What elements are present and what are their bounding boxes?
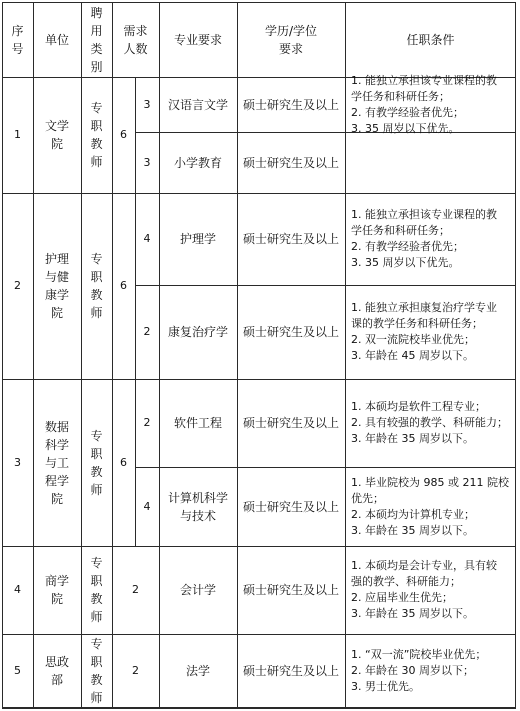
major-text [180, 581, 216, 599]
condition-line: 1. 能独立承担该专业课程的教 [351, 208, 497, 221]
condition-line: 3. 男士优先。 [351, 680, 420, 693]
row-unit-text [45, 117, 69, 153]
row-type-text [90, 635, 102, 707]
row-type-text [90, 427, 102, 499]
conditions-cell [345, 73, 516, 135]
conditions-lines [351, 73, 497, 137]
major-cell [159, 193, 237, 285]
row-unit-text-line: 院 [50, 491, 63, 506]
condition-line: 2. 本硕均为计算机专业； [351, 507, 475, 521]
conditions-lines [351, 300, 497, 364]
header-seq-text-line: 号 [11, 41, 24, 56]
row-seq: 5 [14, 664, 21, 677]
row-type-text [90, 99, 102, 171]
sub-demand-count: 2 [143, 325, 151, 338]
row-unit-text-line: 数据 [44, 419, 69, 434]
condition-line: 优先； [351, 491, 384, 505]
condition-line: 1. 能独立承担康复治疗学专业 [351, 301, 497, 314]
conditions-lines [351, 399, 508, 447]
row-unit-text-line: 康学 [44, 288, 69, 302]
row-type-text-line: 师 [90, 155, 103, 169]
row-unit-text [45, 250, 69, 322]
major-text-line: 计算机科学 [167, 490, 228, 505]
major-text-line: 汉语言文学 [167, 97, 228, 112]
major-text [186, 662, 210, 680]
row-demand-total: 6 [120, 279, 127, 292]
row-unit [33, 546, 81, 634]
major-text [174, 154, 222, 172]
row-type-text-line: 教 [90, 673, 103, 687]
row-unit [33, 77, 81, 193]
row-type-text-line: 教 [90, 464, 103, 479]
condition-line: 2. 年龄在 30 周岁以下； [351, 664, 474, 677]
conditions-lines [351, 647, 486, 695]
header-degree [237, 2, 345, 77]
major-text [168, 489, 228, 525]
condition-line: 1. 本硕均是会计专业，具有较 [351, 559, 497, 572]
condition-line: 课的教学任务和科研任务； [351, 317, 483, 330]
condition-line: 2. 双一流院校毕业优先； [351, 333, 475, 346]
conditions-cell [345, 546, 516, 634]
major-text-line: 与技术 [179, 508, 216, 523]
row-unit-text-line: 与工 [44, 455, 69, 470]
conditions-lines [351, 558, 497, 622]
row-type-text-line: 教 [90, 288, 103, 302]
sub-demand-count: 4 [143, 499, 151, 513]
row-unit [33, 379, 81, 546]
row-unit-text-line: 文学 [44, 119, 69, 133]
row-demand-total: 6 [120, 455, 127, 469]
row-type [81, 77, 112, 193]
header-type-text-line: 类 [90, 41, 103, 56]
conditions-cell [345, 379, 516, 467]
major-cell [159, 285, 237, 379]
condition-line: 1. “双一流”院校毕业优先； [351, 648, 487, 661]
sub-demand-count: 3 [143, 155, 151, 169]
conditions-lines [351, 207, 497, 271]
condition-line: 3. 35 周岁以下优先。 [351, 256, 460, 269]
condition-line: 3. 35 周岁以下优先。 [351, 121, 460, 135]
condition-line: 3. 年龄在 35 周岁以下。 [351, 523, 474, 537]
row-type-text-line: 师 [90, 610, 103, 624]
major-text-line: 法学 [185, 664, 210, 678]
row-type-text-line: 专 [90, 252, 103, 266]
row-type-text-line: 教 [90, 592, 103, 606]
major-text [174, 414, 222, 432]
row-unit-text-line: 院 [50, 137, 63, 151]
degree-cell: 硕士研究生及以上 [242, 325, 339, 339]
row-unit-text [45, 653, 69, 689]
major-text-line: 软件工程 [173, 416, 222, 430]
condition-line: 1. 能独立承担该专业课程的教 [351, 73, 497, 87]
row-type-text-line: 专 [90, 101, 103, 115]
major-cell [159, 379, 237, 467]
row-unit-text [45, 418, 69, 508]
major-cell [159, 132, 237, 193]
row-divider [2, 708, 516, 709]
row-unit-text-line: 与健 [44, 270, 69, 284]
row-unit-text-line: 院 [50, 592, 63, 606]
header-type-text-line: 别 [90, 59, 103, 74]
sub-demand-count: 3 [143, 97, 151, 111]
row-unit-text-line: 护理 [44, 252, 69, 266]
header-seq [2, 2, 33, 77]
header-conditions: 任职条件 [406, 32, 455, 47]
degree-cell: 硕士研究生及以上 [242, 155, 339, 170]
row-type [81, 379, 112, 546]
header-degree-text-line: 学历/学位 [264, 23, 318, 38]
row-unit-text-line: 院 [50, 306, 63, 320]
header-type-text-line: 聘 [90, 5, 103, 20]
major-cell [159, 77, 237, 132]
header-demand-text-line: 人数 [123, 41, 148, 56]
row-type-text [90, 250, 102, 322]
degree-cell: 硕士研究生及以上 [242, 499, 339, 514]
row-type-text-line: 职 [90, 119, 103, 133]
condition-line: 学任务和科研任务； [351, 89, 450, 103]
condition-line: 1. 毕业院校为 985 或 211 院校 [351, 475, 509, 489]
sub-demand-count: 2 [143, 416, 151, 429]
row-unit-text-line: 程学 [44, 473, 69, 488]
row-unit [33, 193, 81, 379]
degree-cell: 硕士研究生及以上 [242, 232, 339, 246]
header-type-text [90, 4, 102, 76]
row-type-text-line: 专 [90, 556, 103, 570]
row-unit-text-line: 部 [50, 673, 63, 687]
condition-line: 强的教学、科研能力； [351, 575, 461, 588]
degree-cell: 硕士研究生及以上 [242, 664, 339, 678]
row-seq: 4 [14, 583, 21, 596]
condition-line: 学任务和科研任务； [351, 224, 450, 237]
row-type-text-line: 专 [90, 637, 103, 651]
conditions-cell [345, 285, 516, 379]
major-text [180, 230, 216, 248]
row-type-text-line: 师 [90, 306, 103, 320]
conditions-cell [345, 467, 516, 546]
row-unit-text-line: 商学 [44, 574, 69, 588]
row-unit-text-line: 科学 [44, 437, 69, 452]
major-cell [159, 546, 237, 634]
major-text [168, 96, 228, 114]
degree-cell: 硕士研究生及以上 [242, 97, 339, 112]
header-major: 专业要求 [173, 32, 222, 47]
header-degree-text-line: 要求 [278, 41, 303, 56]
major-text-line: 康复治疗学 [167, 325, 228, 339]
condition-line: 3. 年龄在 45 周岁以下。 [351, 349, 474, 362]
major-text-line: 会计学 [179, 583, 216, 597]
row-type-text [90, 554, 102, 626]
condition-line: 2. 有教学经验者优先； [351, 240, 464, 253]
condition-line: 2. 应届毕业生优先； [351, 591, 453, 604]
row-demand-total: 6 [120, 128, 127, 141]
header-unit: 单位 [44, 32, 69, 47]
row-type [81, 193, 112, 379]
degree-cell: 硕士研究生及以上 [242, 583, 339, 597]
header-seq-text [11, 22, 23, 58]
row-type-text-line: 师 [90, 691, 103, 705]
row-type-text-line: 职 [90, 655, 103, 669]
condition-line: 3. 年龄在 35 周岁以下。 [351, 432, 474, 445]
sub-demand-count: 4 [143, 232, 151, 245]
row-type-text-line: 职 [90, 446, 103, 461]
row-seq: 3 [14, 455, 21, 469]
condition-line: 1. 本硕均是软件工程专业； [351, 400, 486, 413]
conditions-cell [345, 634, 516, 708]
header-seq-text-line: 序 [11, 23, 24, 38]
condition-line: 2. 具有较强的教学、科研能力； [351, 416, 508, 429]
major-text [168, 323, 228, 341]
header-demand-text [123, 22, 147, 58]
conditions-cell [345, 132, 516, 193]
condition-line: 3. 年龄在 35 周岁以下。 [351, 607, 474, 620]
row-demand-total: 2 [132, 664, 139, 677]
header-degree-text [265, 22, 317, 58]
row-type-text-line: 专 [90, 428, 103, 443]
major-text-line: 小学教育 [173, 155, 222, 170]
row-demand-total: 2 [132, 583, 139, 596]
row-type-text-line: 职 [90, 270, 103, 284]
major-cell [159, 467, 237, 546]
condition-line: 2. 有教学经验者优先； [351, 105, 464, 119]
recruitment-table [2, 2, 516, 708]
major-text-line: 护理学 [179, 232, 216, 246]
row-type-text-line: 师 [90, 482, 103, 497]
conditions-lines [351, 475, 509, 539]
row-unit [33, 634, 81, 708]
header-demand [112, 2, 159, 77]
row-type [81, 634, 112, 708]
header-type [81, 2, 112, 77]
row-unit-text-line: 思政 [44, 655, 69, 669]
header-type-text-line: 用 [90, 23, 103, 38]
row-unit-text [45, 572, 69, 608]
row-type-text-line: 职 [90, 574, 103, 588]
degree-cell: 硕士研究生及以上 [242, 416, 339, 430]
row-type-text-line: 教 [90, 137, 103, 151]
major-cell [159, 634, 237, 708]
row-type [81, 546, 112, 634]
row-seq: 2 [14, 279, 21, 292]
row-seq: 1 [14, 128, 21, 141]
header-demand-text-line: 需求 [123, 23, 148, 38]
conditions-cell [345, 193, 516, 285]
